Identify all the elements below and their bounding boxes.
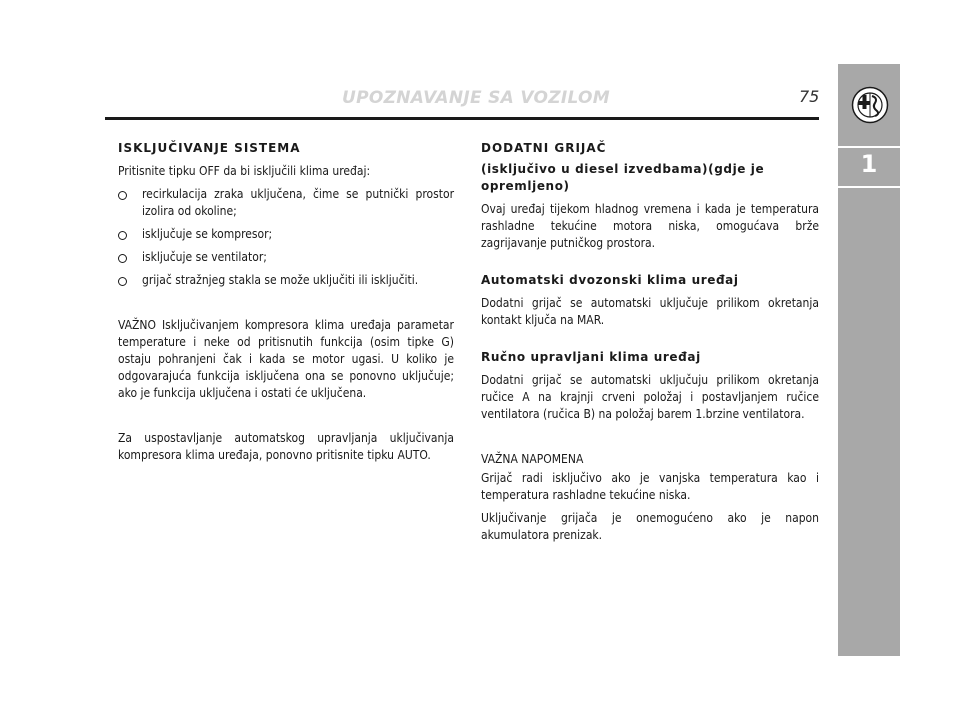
important-note: VAŽNO Isključivanjem kompresora klima uređaja parametar temperature i neke od pritisnutih funkcija (osim tipke G) ostaju pohranjeni čak i kada se motor ugasi. U koliko je odgovarajuća funkcija isključena ona se ponovno uključuje; ako je funkcija uključena i ostati će uključena. — [118, 318, 454, 400]
list-item — [118, 272, 454, 289]
circle-bullet-icon — [118, 231, 127, 240]
restore-instruction: Za uspostavljanje automatskog upravljanja uključivanja kompresora klima uređaja, ponovno pritisnite tipku AUTO. — [118, 431, 454, 462]
manual-climate-text: Dodatni grijač se automatski uključuju prilikom okretanja ručice A na krajnji crveni položaj i postavljanjem ručice ventilatora (ručica B) na položaj barem 1.brzine ventilatora. — [481, 373, 819, 421]
auto-climate-heading: Automatski dvozonski klima uređaj — [481, 273, 739, 287]
bullet-list — [118, 186, 454, 289]
chapter-number: 1 — [860, 150, 878, 178]
auto-climate-text: Dodatni grijač se automatski uključuje prilikom okretanja kontakt ključa na MAR. — [481, 296, 819, 327]
circle-bullet-icon — [118, 254, 127, 263]
circle-bullet-icon — [118, 191, 127, 200]
list-item — [118, 249, 454, 266]
page-number: 75 — [799, 87, 820, 106]
section-title: UPOZNAVANJE SA VOZILOM — [342, 88, 610, 108]
tab-lower-divider — [838, 186, 900, 188]
list-item — [118, 226, 454, 243]
right-column — [481, 140, 819, 550]
circle-bullet-icon — [118, 277, 127, 286]
tab-divider — [838, 146, 900, 148]
alfa-romeo-logo-icon — [851, 86, 889, 124]
manual-climate-heading: Ručno upravljani klima uređaj — [481, 350, 701, 364]
list-item-text: isključuje se kompresor; — [142, 227, 273, 241]
intro-text: Ovaj uređaj tijekom hladnog vremena i kada je temperatura rashladne tekućine motora niska, omogućava brže zagrijavanje putničkog prostora. — [481, 202, 819, 250]
section-heading: ISKLJUČIVANJE SISTEMA — [118, 141, 301, 155]
left-column — [118, 140, 454, 470]
list-item-text: recirkulacija zraka uključena, čime se putnički prostor izolira od okoline; — [142, 187, 454, 218]
note-text: Grijač radi isključivo ako je vanjska temperatura kao i temperatura rashladne tekućine niska. — [481, 471, 819, 502]
section-heading: DODATNI GRIJAČ — [481, 141, 607, 155]
header-rule — [105, 117, 819, 120]
list-item — [118, 186, 454, 220]
intro-text: Pritisnite tipku OFF da bi isključili klima uređaj: — [118, 164, 371, 178]
list-item-text: isključuje se ventilator; — [142, 250, 267, 264]
list-item-text: grijač stražnjeg stakla se može uključiti ili isključiti. — [142, 273, 419, 287]
note-title: VAŽNA NAPOMENA — [481, 452, 584, 466]
note-text: Uključivanje grijača je onemogućeno ako je napon akumulatora prenizak. — [481, 511, 819, 542]
section-subheading: (isključivo u diesel izvedbama)(gdje je opremljeno) — [481, 162, 765, 193]
